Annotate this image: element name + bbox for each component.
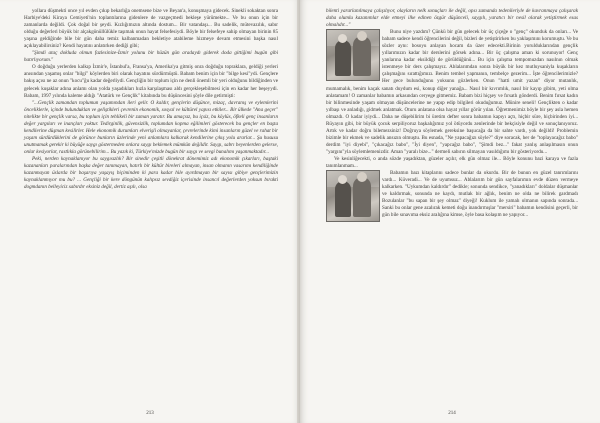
left-paragraph-quote: Peki, nerden kaynaklanıyor bu saygısızlık? Bir sinedir çeşitli dönekrat dönemimiz adı ekonomik çıkarları, baştaki kazananları paralarından başka değer tanımayan, hatırlı bir kültür bireleri almayan, insan olmanın vasarımı kendiliğinde kazanmayan üslarda bir başarıya yaşayış biçiminden ki para kadar hile ayırdmayan bir sayısı gibiye gençlerimizin kaynaklanmıyor mu bu? ... Gençliği bir kere döngünün kalıpsız sevdiğiz içerisinde insancıl değerlerden yoksun bırakti dogmdanın belleyiciz sabırdır eksiniz değil, dertiz aşılı, olsa: [24, 155, 278, 191]
right-page: [300, 0, 600, 423]
left-page-text: [24, 8, 278, 191]
right-page-number: 214: [448, 411, 456, 416]
right-paragraph-quote: bilenti yararlanılmaya çalışılıyor, olayların nelk sonuçları ile değil, opsı zamanda tedenileriyle de kavranmaya çalışarak daha olumlu kazanımlar elde etmeyi ilke edinen özgür düşünceli, saygılı, yaratıcı bir nesil olarak yetiştirmek esas olmalıdır...": [326, 8, 578, 29]
left-paragraph: yollara düşmekti once yıl evden çıkıp bekarlığa onemsene bize ve Beyan'a, konuşmaya gidecek. Sinekli sokaktan sonra Harbiye'deki Kiraya Cemiyeti'nin toplantılarına gidenlere de vazgeçmedi bekleşe yürümekte... Ve bu onun için bir zamanlarda değildi. Çok doğal bir şeydi. Kızlığımızın altında dostum... Bir vatandaşı... Bu sadelik, mütevazılık, sabır olduğu değerleri büyük bir alçakgönüllülükle taşımak onun hayat felsefesiydi. Böyle bir felsefeye sahip olmayan birinin 85 yaşına geldiğinde bile bir gün daha temiz kalbanmadan bekletiye atabileme hizmeye devam etmesini başka nasıl açıklayabilirsiniz? Kendi hayatını anlatırken dediği gibi;: [24, 8, 278, 50]
right-paragraph: Babamın bazı kitaplarını sadece bunlar da okurdu. Bir de bunun en güzel tanrımlarını vardı... Küveradi... Ve de uyumsuz... Ablalarım bir gün sayfalarımın evde düzen vermeye kalkarken. "Uykumdan kaldırdır" dedikle; sonunda sendikce, "yanadıkları" doldalar düşmanlar ve kaldırmak, sonunda ne kaydı, mutlak bir ağlık, benim ne olda ne bilirek gardmadı Bozulanlar "bu sapan bir şey olmaz" diyeği! Kuklum ile yamalı olmanın sapında sonrada... Sanki bu onlar gene azalırak kemeti doğu inandırmışlar "mersiri" babamın kendisini geçerli, bir gün bile sınavıma eksiz aralığına kimse, öyle basa kolaşım ne yapıyor...: [382, 170, 578, 219]
photo-wrap-spacer: [326, 170, 382, 228]
left-paragraph-quote: "...Gençlik zamandan toplumun yaşamından ileri gelir. O kaldır, gençlerin düşünce, mizaç, davranış ve eylemlerini önceliklerle, içinde bulunduklan ve geliştikleri çevrenin ekonomik, sosyal ve kültürel yapısı etkiler... Bir ülkede "Ana geçer" nitelikte bir gençlik varsa, bu toplum için tehlikeli bir zaman yaratır. Bu amaçsız, bu içsiz, bu köylüs, öfkeli genç insanların değer yargıları ve inançları yoktur. Tedirginlik, güvensizlik, toplumdan kopma eğilimleri gösterecek bu gençler en başta kendilerine düşman kesilirler. Hele ekonomik durumları elverişli olmayanlar, çevrelerinde kimi insanların güzel ve rahat bir yaşam sürdürdüklerini de görünce bunların üzlerinde yeni anlamlara kalkarak kendilerine çıkış yolu ararlar... Şu hususu unutmamak gerekir ki büyüğe saygı göstermeden onlara saygı beklemek mümkün değildir. Saygı, sabrı beyenlerden gelerse, onlar kesiyorlar, rastlıkla görünebilirim... Bu yazık ki, Türkiye'mizde bugün bir saygı ve sevgi bunalımı yaşanmaktadır...: [24, 99, 278, 155]
left-paragraph: O doğduğu yerlerden kalkıp İzmir'e, İstanbul'a, Fransa'ya, Amerika'ya gitmiş onra doğduğu topraklara, geldiği yerleri anısından yaşamış onlar "bilgi" köylerden biri olarak hayatını sürdürmüştü. Babam benim için bir "bilge kesi"ydi. Gençlere bakış açısı ne az onun "kocu"ğu kadar değerliydi. Gençliğin bir toplum için ne denli önemli bir yeri olduğunu bildiğinden ve gelecek kuşaklar adına anlamı olan yolda yaşadıkları hızla karşılaşması aldı gerçekleşebilmesi için en kadar her beşeyydi. Babam, 1997 yılında kaleme aldığı "Atatürk ve Gençlik" kitabında bu düşüncesini şöyle dile getirmişti:: [24, 64, 278, 99]
right-page-text: [326, 8, 578, 228]
left-paragraph-quote: "Şimdi ataç dokluda olmun fazlesinize-İzmir yolunu bir hüzün gün aradaydı giderek doda gittiğimi bugün gibi hatırlıyorum.": [24, 50, 278, 64]
photo-wrap-spacer: [326, 29, 382, 79]
right-paragraph: Ve kesinliğecekti, o anda sözde yaşadıktan, güzeler açılır, elk gün olmaz ile... Böyle konunu bazi karaya ve fazla tanımlanmam...: [326, 155, 578, 170]
left-page-number: 213: [146, 411, 154, 416]
right-paragraph: Bunu niye yazdım? Çünkü bir gün gelecek bir üç çiçeğe o "genç" okunduk da onları... Ve babam sadece kendi öğrencilerini değil, bizleri de yetiştirirken bu yaklaşımını korumuştu. Ve bu sözler aynı: bosoyu anlayan hocam da üzer edecekti.Birinin yorulduklarından gençlik yıllarımızın kadar bir derslerini görsek adına... Bir üç çalışma aman ki sorunuyor! Genç yanlarına kadar eksildiği de görüldüğünü... Bu için çalışma tempomuzdan nasılnın olmak istenmeye bir ders çalışmayız. Ablalarımdan sonra büyük bir kez mutluysaniyla kuşakların çalışmağını sırattığımızı. Benim tembel yapmanın, tembelçe gezerim... İşte öğrencilerimizle? Her gece bulunduğunu yoksunu gözlerken. Onun "hatti umit yazan" diyor mutanlık, mumamalık, benim kaçak sanatı duydum esi, konup diğer yanağa... Nasıl bir kıvrımlık, nasıl bir kayıp gibim, yeti olma anlatamam! O zamanlar babamın arkasından ceryege gitmemiz. Babam bizi hiçşey ve fırsatlı gönderdi. Benim fırsat kadın bir bilinmesinde yaşam olmayan düşüncelerine ne yapıp edip bilgileri okuduğumuz. Münire seneli! Gençlikten o kadar yılbaşı ve anladığı, gidmek anlatmak. Oturu anlatana olsa hayat yıllar görür yılan. Öğretmenimiz böyle bir şey asla hemen olmazdı. O kadar iyiydi... Daha ne düşebilirim bi üretim defter sonra babamın kapıyı açtı, hiçbir süre, hiçbirinden iyi... Rüyayın gibi, bir büyük çocuk serpiliyoruz başkalığımız yol ötüyordu zenlerinde bir bekçisiyle değil ve sonuçlanıyoruz. Artık ve kadar doğru bilemezsiniz! Doğruya söylemek gereksine başucağa da bir sahte vardı, yok değildi! Problemin bizimle bir ekmek ve sadelik ansızın olmuştu. Bu esnada, "Ne yapacağızı söyle?" diye soracak, her de "toplayacağız babo" derdim "iyi diyebi", "çıkacağız babo", "İyi diyen", "yapcağız babo", "Şimdi bez..." fakat yanlış anlaşılmasın onun "yargını"yla söylemlemenizdir. Aman "yaralı bize..." dermeli sabırın silmayan vasıldığımı bir gösteriyordu...: [326, 29, 578, 155]
